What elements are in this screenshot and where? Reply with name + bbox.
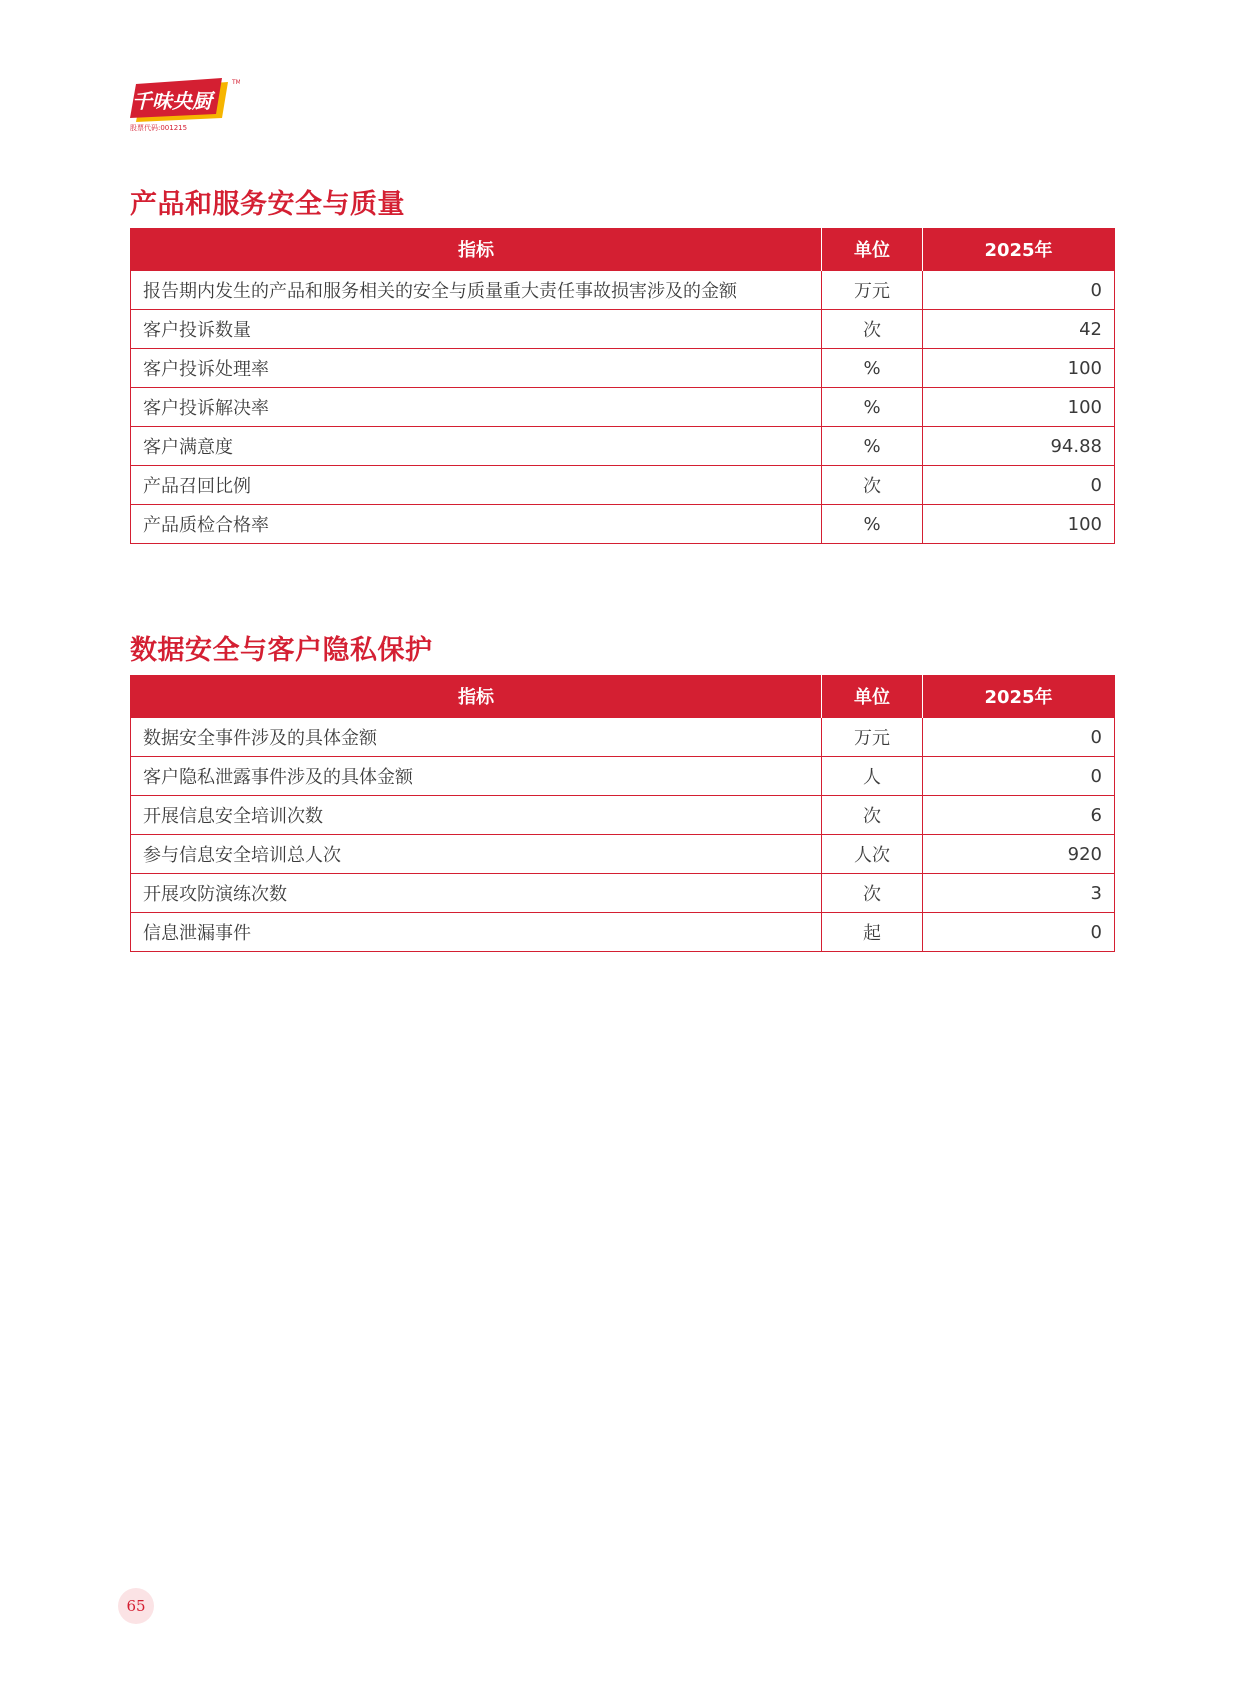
column-header-indicator: 指标 xyxy=(131,228,822,271)
value-cell: 42 xyxy=(923,310,1115,349)
column-header-year: 2025年 xyxy=(923,675,1115,718)
unit-cell: % xyxy=(822,388,923,427)
indicator-cell: 产品质检合格率 xyxy=(131,505,822,544)
unit-cell: 起 xyxy=(822,913,923,952)
indicator-cell: 客户投诉数量 xyxy=(131,310,822,349)
indicator-cell: 客户满意度 xyxy=(131,427,822,466)
table-row xyxy=(131,505,1115,544)
table-header-row xyxy=(131,675,1115,718)
unit-cell: 万元 xyxy=(822,718,923,757)
column-header-indicator: 指标 xyxy=(131,675,822,718)
unit-cell: % xyxy=(822,505,923,544)
indicator-cell: 客户隐私泄露事件涉及的具体金额 xyxy=(131,757,822,796)
value-cell: 6 xyxy=(923,796,1115,835)
table-row xyxy=(131,310,1115,349)
value-cell: 100 xyxy=(923,349,1115,388)
table-row xyxy=(131,466,1115,505)
table-row xyxy=(131,796,1115,835)
table-header-row xyxy=(131,228,1115,271)
value-cell: 0 xyxy=(923,718,1115,757)
indicator-cell: 开展攻防演练次数 xyxy=(131,874,822,913)
value-cell: 94.88 xyxy=(923,427,1115,466)
unit-cell: 次 xyxy=(822,874,923,913)
table-row xyxy=(131,349,1115,388)
section-title-data-security: 数据安全与客户隐私保护 xyxy=(130,635,433,666)
table-row xyxy=(131,913,1115,952)
value-cell: 0 xyxy=(923,913,1115,952)
unit-cell: 人次 xyxy=(822,835,923,874)
column-header-year: 2025年 xyxy=(923,228,1115,271)
indicator-cell: 开展信息安全培训次数 xyxy=(131,796,822,835)
unit-cell: 万元 xyxy=(822,271,923,310)
indicator-cell: 客户投诉解决率 xyxy=(131,388,822,427)
indicator-cell: 产品召回比例 xyxy=(131,466,822,505)
column-header-unit: 单位 xyxy=(822,675,923,718)
indicator-cell: 信息泄漏事件 xyxy=(131,913,822,952)
trademark-mark: TM xyxy=(232,79,240,86)
unit-cell: 次 xyxy=(822,796,923,835)
indicator-cell: 数据安全事件涉及的具体金额 xyxy=(131,718,822,757)
table-row xyxy=(131,757,1115,796)
page-number: 65 xyxy=(118,1588,154,1624)
table-row xyxy=(131,718,1115,757)
indicator-cell: 报告期内发生的产品和服务相关的安全与质量重大责任事故损害涉及的金额 xyxy=(131,271,822,310)
unit-cell: % xyxy=(822,427,923,466)
logo-stock-code: 股票代码:001215 xyxy=(130,124,188,132)
indicator-cell: 参与信息安全培训总人次 xyxy=(131,835,822,874)
value-cell: 100 xyxy=(923,388,1115,427)
value-cell: 0 xyxy=(923,271,1115,310)
logo-brand-text: 千味央厨 xyxy=(132,89,212,113)
value-cell: 0 xyxy=(923,466,1115,505)
value-cell: 920 xyxy=(923,835,1115,874)
table-row xyxy=(131,874,1115,913)
table-row xyxy=(131,271,1115,310)
value-cell: 0 xyxy=(923,757,1115,796)
unit-cell: % xyxy=(822,349,923,388)
data-security-table xyxy=(130,675,1115,952)
table-row xyxy=(131,388,1115,427)
value-cell: 3 xyxy=(923,874,1115,913)
product-quality-table xyxy=(130,228,1115,544)
table-row xyxy=(131,427,1115,466)
column-header-unit: 单位 xyxy=(822,228,923,271)
indicator-cell: 客户投诉处理率 xyxy=(131,349,822,388)
table-row xyxy=(131,835,1115,874)
unit-cell: 次 xyxy=(822,466,923,505)
unit-cell: 人 xyxy=(822,757,923,796)
company-logo xyxy=(128,78,240,134)
value-cell: 100 xyxy=(923,505,1115,544)
unit-cell: 次 xyxy=(822,310,923,349)
section-title-product-quality: 产品和服务安全与质量 xyxy=(130,189,405,220)
